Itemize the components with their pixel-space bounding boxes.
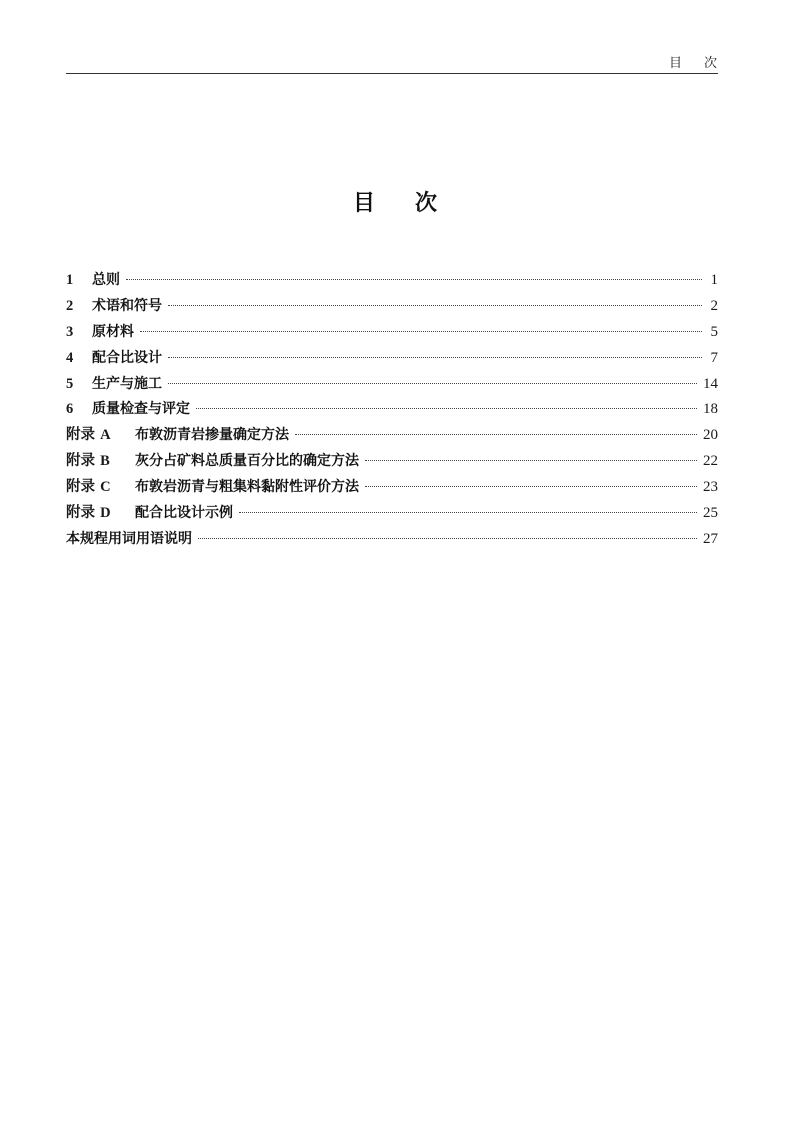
toc-entry-label: 质量检查与评定 bbox=[92, 401, 190, 418]
toc-entry-5[interactable] bbox=[66, 372, 718, 398]
running-head-char2: 次 bbox=[703, 56, 717, 71]
table-of-contents bbox=[66, 268, 718, 553]
toc-leader-dots bbox=[239, 512, 697, 513]
appendix-letter: A bbox=[100, 427, 111, 444]
appendix-prefix: 附录 bbox=[66, 453, 95, 470]
running-head-char1: 目 bbox=[668, 56, 682, 71]
toc-entry-page: 14 bbox=[703, 375, 718, 392]
toc-entry-usage-notes[interactable] bbox=[66, 527, 718, 553]
toc-entry-1[interactable] bbox=[66, 268, 718, 294]
toc-entry-page: 7 bbox=[710, 349, 718, 366]
toc-entry-4[interactable] bbox=[66, 346, 718, 372]
toc-entry-page: 25 bbox=[703, 505, 718, 522]
toc-entry-label: 灰分占矿料总质量百分比的确定方法 bbox=[135, 453, 359, 470]
toc-entry-label: 配合比设计 bbox=[92, 349, 162, 366]
toc-leader-dots bbox=[196, 408, 697, 409]
toc-entry-page: 2 bbox=[710, 297, 718, 314]
toc-appendix-c[interactable] bbox=[66, 475, 718, 501]
toc-appendix-number bbox=[66, 449, 135, 475]
toc-entry-number: 2 bbox=[66, 297, 74, 314]
appendix-prefix: 附录 bbox=[66, 505, 95, 522]
page-title-char1: 目 bbox=[352, 191, 375, 216]
toc-entry-number: 4 bbox=[66, 349, 74, 366]
page-title-char2: 次 bbox=[415, 191, 438, 216]
toc-leader-dots bbox=[168, 383, 697, 384]
toc-leader-dots bbox=[126, 279, 702, 280]
appendix-letter: B bbox=[100, 453, 110, 470]
appendix-prefix: 附录 bbox=[66, 479, 95, 496]
toc-leader-dots bbox=[168, 357, 702, 358]
toc-entry-3[interactable] bbox=[66, 320, 718, 346]
toc-leader-dots bbox=[168, 305, 702, 306]
toc-entry-label: 生产与施工 bbox=[92, 375, 162, 392]
toc-entry-label: 术语和符号 bbox=[92, 297, 162, 314]
toc-entry-label: 总则 bbox=[92, 272, 120, 288]
toc-entry-number: 3 bbox=[66, 323, 74, 340]
toc-leader-dots bbox=[365, 460, 697, 461]
toc-entry-page: 5 bbox=[710, 323, 718, 340]
toc-leader-dots bbox=[140, 331, 702, 332]
toc-entry-label: 原材料 bbox=[92, 323, 134, 340]
toc-entry-page: 22 bbox=[703, 453, 718, 470]
toc-entry-2[interactable] bbox=[66, 294, 718, 320]
toc-entry-page: 23 bbox=[703, 479, 718, 496]
toc-entry-label: 本规程用词用语说明 bbox=[66, 530, 192, 547]
toc-entry-number: 5 bbox=[66, 375, 74, 392]
toc-leader-dots bbox=[365, 486, 697, 487]
toc-appendix-number bbox=[66, 501, 135, 527]
toc-entry-label: 布敦岩沥青与粗集料黏附性评价方法 bbox=[135, 479, 359, 496]
toc-appendix-d[interactable] bbox=[66, 501, 718, 527]
toc-entry-6[interactable] bbox=[66, 397, 718, 423]
toc-entry-label: 配合比设计示例 bbox=[135, 505, 233, 522]
toc-leader-dots bbox=[198, 538, 697, 539]
header-rule bbox=[66, 73, 718, 74]
toc-entry-number: 1 bbox=[66, 272, 74, 288]
toc-leader-dots bbox=[295, 434, 697, 435]
toc-appendix-number bbox=[66, 423, 135, 449]
toc-entry-page: 27 bbox=[703, 530, 718, 547]
toc-appendix-b[interactable] bbox=[66, 449, 718, 475]
appendix-letter: C bbox=[100, 479, 111, 496]
toc-entry-page: 20 bbox=[703, 427, 718, 444]
toc-appendix-number bbox=[66, 475, 135, 501]
page-title bbox=[0, 186, 790, 217]
toc-entry-number: 6 bbox=[66, 401, 74, 418]
toc-entry-page: 1 bbox=[710, 272, 718, 288]
toc-entry-label: 布敦沥青岩掺量确定方法 bbox=[135, 427, 289, 444]
toc-entry-page: 18 bbox=[703, 401, 718, 418]
appendix-prefix: 附录 bbox=[66, 427, 95, 444]
running-head bbox=[669, 52, 717, 71]
appendix-letter: D bbox=[100, 505, 111, 522]
toc-appendix-a[interactable] bbox=[66, 423, 718, 449]
